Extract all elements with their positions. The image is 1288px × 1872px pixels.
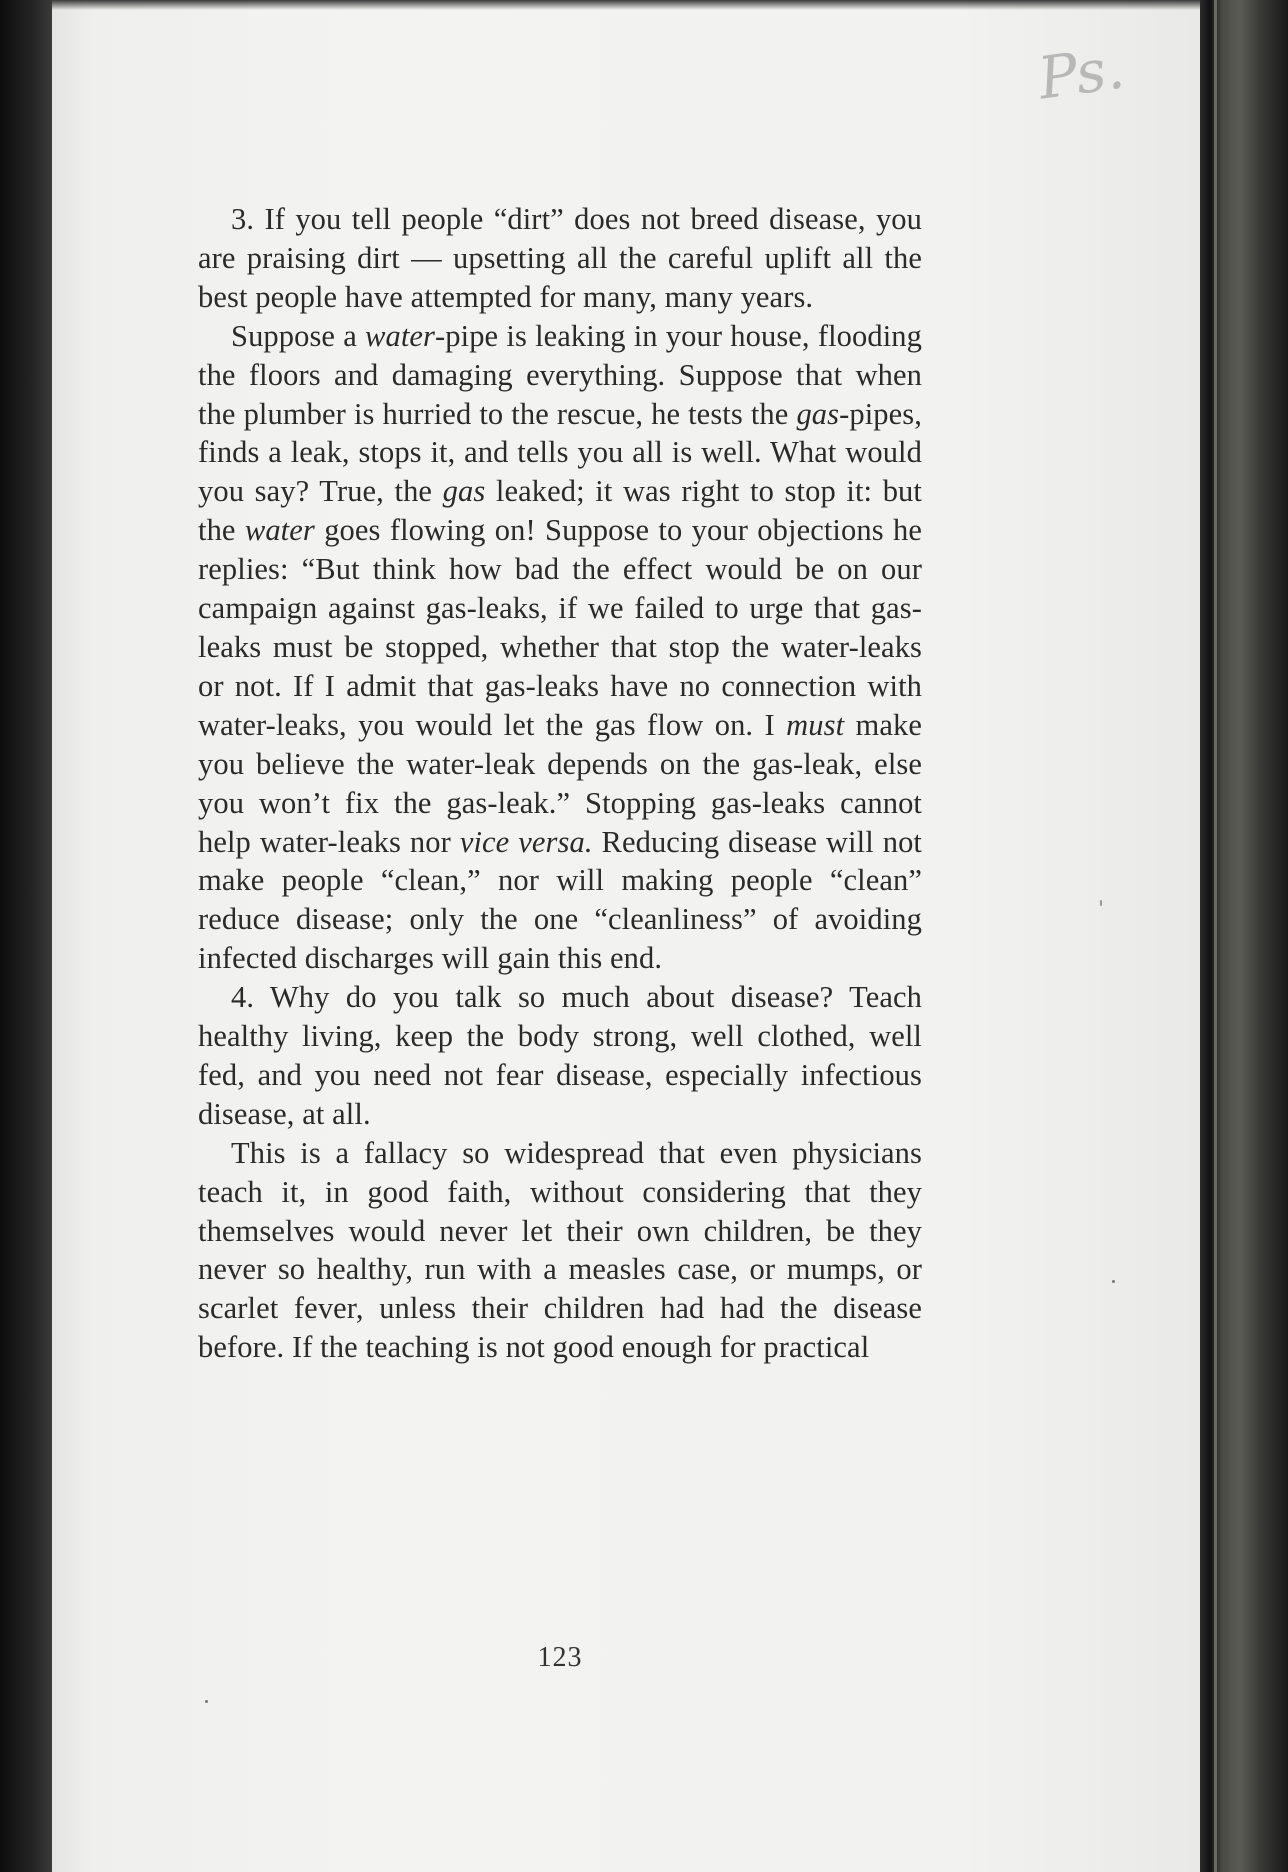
cover-stripe — [1214, 0, 1217, 1872]
page-top-shadow — [52, 0, 1200, 10]
text-run: make you believe the water-leak depends on the gas-leak, else you won’t fix the gas-leak.” Stopping gas-leaks cannot help water-leaks nor — [198, 707, 922, 859]
text-run: leaked; it was right to stop it: but the — [198, 474, 922, 548]
text-run: goes flowing on! Suppose to your objections he replies: “But think how bad the effect would be on our campaign against gas-leaks, if we failed to urge that gas-leaks must be stopped, whether that stop the water-leaks or not. If I admit that gas-leaks have no connection with water-leaks, you would let the gas flow on. I — [198, 513, 922, 742]
cover-stripe — [1230, 0, 1233, 1872]
body-text — [198, 200, 922, 1367]
text-run: 4. Why do you talk so much about disease? Teach healthy living, keep the body strong, well clothed, well fed, and you need not fear disease, especially infectious disease, at all. — [198, 980, 922, 1131]
text-run: Reducing disease will not make people “clean,” nor will making people “clean” reduce disease; only the one “cleanliness” of avoiding infected discharges will gain this end. — [198, 824, 923, 976]
italic-text: vice versa. — [459, 824, 593, 859]
paragraph — [198, 1134, 922, 1367]
paragraph — [198, 317, 922, 978]
paper-speck — [205, 1700, 208, 1703]
italic-text: water — [365, 318, 436, 353]
text-run: -pipes, finds a leak, stops it, and tells you all is well. What would you say? True, the — [198, 396, 922, 509]
text-run: -pipe is leaking in your house, flooding the floors and damaging everything. Suppose that when the plumber is hurried to the rescue, he tests the — [198, 318, 922, 431]
text-run: Suppose a — [231, 318, 366, 353]
page-number: 123 — [537, 1642, 583, 1673]
paper-speck — [1112, 1280, 1115, 1283]
italic-text: gas — [796, 396, 840, 431]
text-run: This is a fallacy so widespread that even physicians teach it, in good faith, without considering that they themselves would never let their own children, be they never so healthy, run with a measles case, or mumps, or scarlet fever, unless their children had had the disease before. If the teaching is not good enough for practical — [198, 1135, 922, 1365]
italic-text: water — [244, 513, 315, 548]
text-run: 3. If you tell people “dirt” does not breed disease, you are praising dirt — upsetting all the careful uplift all the best people have attempted for many, many years. — [198, 202, 922, 314]
paragraph — [198, 200, 922, 317]
binding-edge — [0, 0, 52, 1872]
paragraph — [198, 978, 922, 1134]
italic-text: gas — [442, 474, 486, 509]
book-cover-edge — [1200, 0, 1288, 1872]
pencil-annotation: Ps. — [1034, 33, 1129, 113]
paper-speck — [1100, 900, 1102, 906]
italic-text: must — [786, 707, 845, 742]
